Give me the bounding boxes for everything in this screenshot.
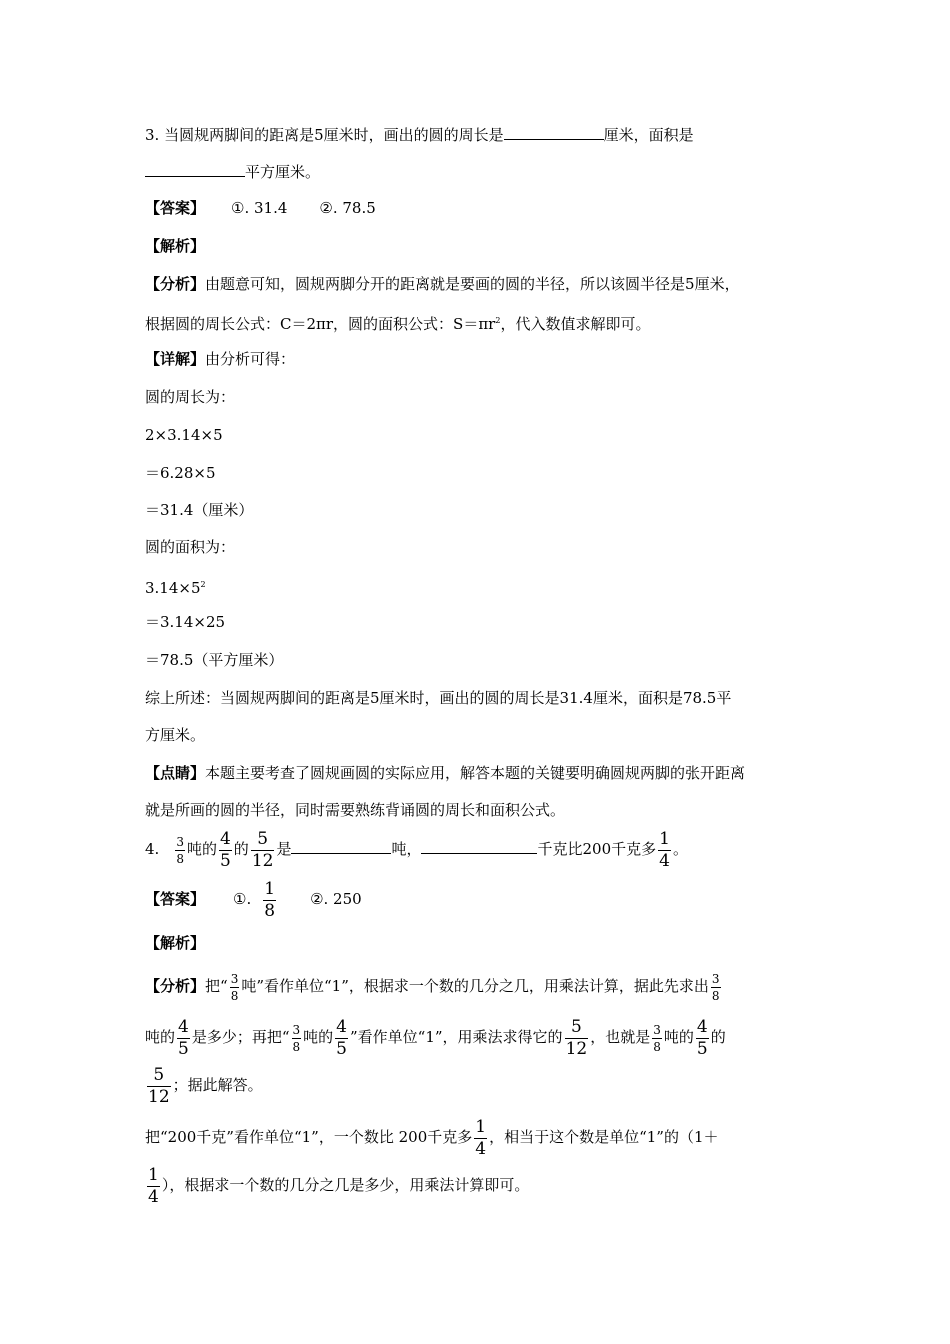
q3-fenxi-text2: ，代入数值求解即可。: [500, 315, 651, 333]
q3-question-unit: 平方厘米。: [245, 163, 321, 181]
q3-area-title: 圆的面积为：: [145, 538, 236, 556]
q3-circ-title: 圆的周长为：: [145, 388, 236, 406]
q4-fenxi-line3: $\frac{5}{12}$ ；据此解答。: [148, 1064, 263, 1107]
q4-fraction-1-4: $\frac{1}{4}$: [659, 828, 670, 871]
q3-line1: [145, 123, 694, 146]
q4-fraction-4-5: $\frac{4}{5}$: [219, 828, 231, 871]
q4-blank-tons: [291, 837, 391, 854]
q4-blank-kg: [421, 837, 537, 854]
q4-fenxi-line5: $\frac{1}{4}$ ），根据求一个数的几分之几是多少，用乘法计算即可。: [148, 1164, 530, 1207]
q3-circ-step2: ＝6.28×5: [145, 464, 216, 482]
q3-xiangjie-label: 【详解】: [145, 350, 206, 368]
q3-area-expr: 3.14×5: [145, 579, 201, 597]
q3-xiangjie-text: 由分析可得：: [205, 350, 296, 368]
q3-analysis-label: 【解析】: [145, 237, 206, 255]
q3-summary-line1: 综上所述：当圆规两脚间的距离是5厘米时，画出的圆的周长是31.4厘米，面积是78.5平: [145, 689, 732, 707]
q3-fenxi-label: 【分析】: [145, 275, 206, 293]
q3-fenxi-line1: [145, 273, 740, 295]
q3-dianjing-text1: 本题主要考查了圆规画圆的实际应用，解答本题的关键要明确圆规两脚的张开距离: [205, 764, 746, 782]
q4-answer-2: ②. 250: [310, 890, 362, 908]
q3-blank-area: [145, 160, 245, 177]
q3-area-exponent: 2: [200, 580, 206, 589]
q3-dianjing-label: 【点睛】: [145, 764, 206, 782]
q3-circ-step3: ＝31.4（厘米）: [145, 501, 254, 519]
q3-question-tail: 厘米，面积是: [603, 126, 694, 144]
q3-fenxi-text1: 由题意可知，圆规两脚分开的距离就是要画的圆的半径，所以该圆半径是5厘米，: [205, 275, 740, 293]
q3-xiangjie: [145, 348, 295, 370]
q4-analysis-label: 【解析】: [145, 934, 206, 952]
q3-dianjing-line1: [145, 762, 745, 784]
q3-answer-2: ②. 78.5: [319, 199, 376, 217]
q4-answer-fraction-1-8: $\frac{1}{8}$: [264, 878, 276, 921]
q3-answer: [145, 197, 376, 219]
q3-summary-line2: 方厘米。: [145, 726, 206, 744]
q3-answer-label: 【答案】: [145, 199, 206, 217]
q4-fenxi-label: 【分析】: [145, 977, 206, 995]
q3-question-text: 3. 当圆规两脚间的距离是5厘米时，画出的圆的周长是: [145, 126, 504, 144]
q3-blank-circumference: [504, 123, 604, 140]
q3-area-step2: ＝3.14×25: [145, 613, 226, 631]
q3-fenxi-formula: 根据圆的周长公式：C＝2πr，圆的面积公式：S＝πr: [145, 315, 496, 333]
q4-number: 4.: [145, 840, 160, 858]
q3-line2: [145, 160, 320, 183]
q4-fraction-5-12: $\frac{5}{12}$: [251, 828, 274, 871]
q4-fraction-3-8: $\frac{3}{8}$: [176, 834, 184, 866]
q4-fenxi-line2: 吨的 $\frac{4}{5}$ 是多少；再把“ $\frac{3}{8}$ 吨的 $\frac{4}{5}$ ”看作单位“1”，用乘法求得它的 $\frac{5}{12}$ ，也就是 $\frac{3}{8}$ 吨的 $\frac{4}{5}$ 的: [145, 1016, 726, 1059]
q3-circ-step1: 2×3.14×5: [145, 426, 223, 444]
q3-dianjing-line2: 就是所画的圆的半径，同时需要熟练背诵圆的周长和面积公式。: [145, 801, 566, 819]
q3-area-step3: ＝78.5（平方厘米）: [145, 651, 284, 669]
q3-area-step1: [145, 574, 206, 599]
q4-answer-label: 【答案】: [145, 890, 206, 908]
q4-fenxi-line4: 把“200千克”看作单位“1”，一个数比 200千克多 $\frac{1}{4}$ ，相当于这个数是单位“1”的（1＋: [145, 1116, 719, 1159]
q4-answer: 【答案】 ①. $\frac{1}{8}$ ②. 250: [145, 878, 362, 921]
q3-answer-1: ①. 31.4: [231, 199, 288, 217]
q3-fenxi-line2: [145, 310, 650, 335]
q3-fenxi-exponent: 2: [495, 316, 501, 325]
q4-question: 4. $\frac{3}{8}$ 吨的 $\frac{4}{5}$ 的 $\frac{5}{12}$ 是 吨， 千克比200千克多 $\frac{1}{4}$ 。: [145, 828, 688, 871]
q4-fenxi-line1: 【分析】把“ $\frac{3}{8}$ 吨”看作单位“1”，根据求一个数的几分之几，用乘法计算，据此先求出 $\frac{3}{8}$: [145, 971, 720, 1003]
